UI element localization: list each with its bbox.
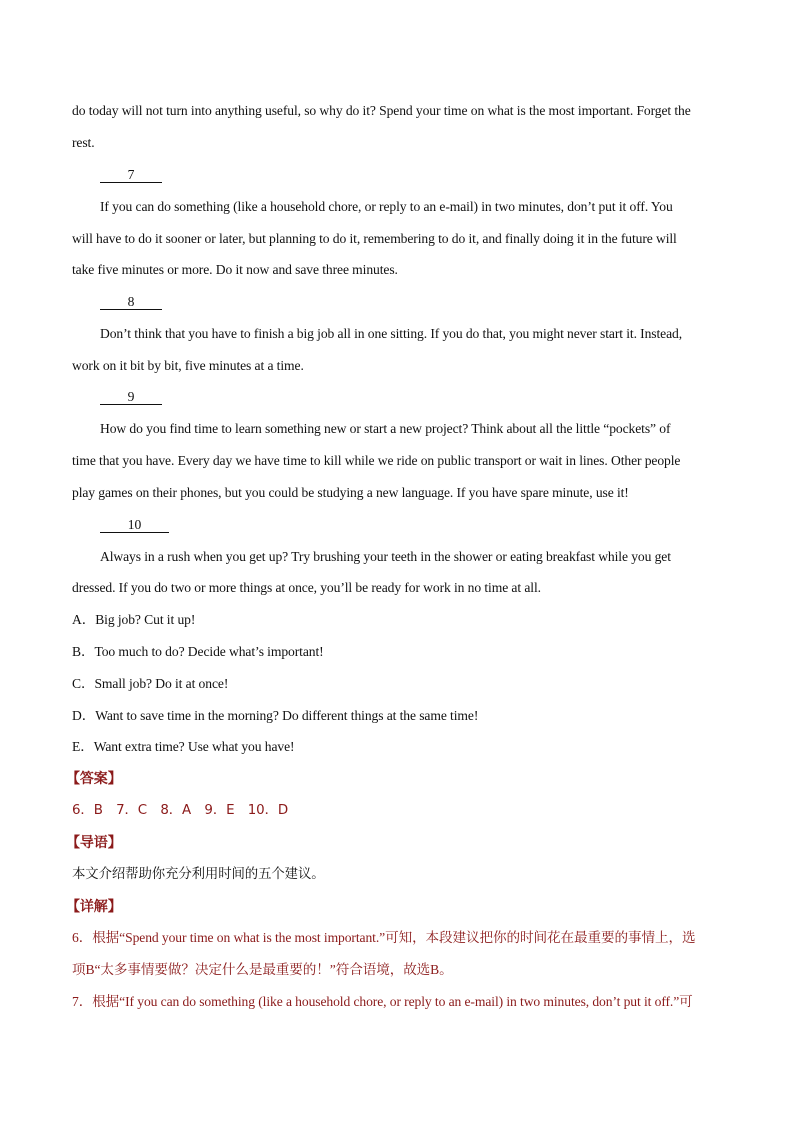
passage-line: Don’t think that you have to finish a big job all in one sitting. If you do that, you might never start it. Instead, <box>100 326 683 341</box>
guide-text: 本文介绍帮助你充分利用时间的五个建议。 <box>72 867 325 882</box>
blank-8: 8 <box>100 293 162 310</box>
passage-line: If you can do something (like a household chore, or reply to an e-mail) in two minutes, don’t put it off. You <box>100 199 673 214</box>
blank-10: 10 <box>100 516 169 533</box>
option-b: B．Too much to do? Decide what’s important! <box>72 644 324 659</box>
passage-line: work on it bit by bit, five minutes at a time. <box>72 358 304 373</box>
detail-label: 【详解】 <box>66 899 122 915</box>
passage-line: take five minutes or more. Do it now and save three minutes. <box>72 262 398 277</box>
option-d: D．Want to save time in the morning? Do different things at the same time! <box>72 708 479 723</box>
passage-line: rest. <box>72 135 95 150</box>
option-e: E．Want extra time? Use what you have! <box>72 739 295 754</box>
passage-line: Always in a rush when you get up? Try brushing your teeth in the shower or eating breakfast while you get <box>100 549 671 564</box>
detail-line: 项B“太多事情要做？决定什么是最重要的！”符合语境，故选B。 <box>72 962 453 977</box>
passage-line: time that you have. Every day we have time to kill while we ride on public transport or wait in lines. Other people <box>72 453 681 468</box>
passage-line: How do you find time to learn something new or start a new project? Think about all the little “pockets” of <box>100 421 671 436</box>
passage-line: will have to do it sooner or later, but planning to do it, remembering to do it, and finally doing it in the future will <box>72 231 677 246</box>
passage-line: dressed. If you do two or more things at once, you’ll be ready for work in no time at all. <box>72 580 541 595</box>
detail-line: 6．根据“Spend your time on what is the most important.”可知，本段建议把你的时间花在最重要的事情上，选 <box>72 930 696 945</box>
option-a: A．Big job? Cut it up! <box>72 612 196 627</box>
blank-7: 7 <box>100 166 162 183</box>
answer-text: 6．B 7．C 8．A 9．E 10．D <box>72 803 289 818</box>
passage-line: play games on their phones, but you could be studying a new language. If you have spare minute, use it! <box>72 485 629 500</box>
guide-label: 【导语】 <box>66 835 122 851</box>
option-c: C．Small job? Do it at once! <box>72 676 229 691</box>
blank-9: 9 <box>100 388 162 405</box>
detail-line: 7．根据“If you can do something (like a household chore, or reply to an e-mail) in two minutes, don’t put it off.”可 <box>72 994 693 1009</box>
answer-label: 【答案】 <box>66 771 122 787</box>
passage-line: do today will not turn into anything useful, so why do it? Spend your time on what is the most important. Forget the <box>72 103 691 118</box>
